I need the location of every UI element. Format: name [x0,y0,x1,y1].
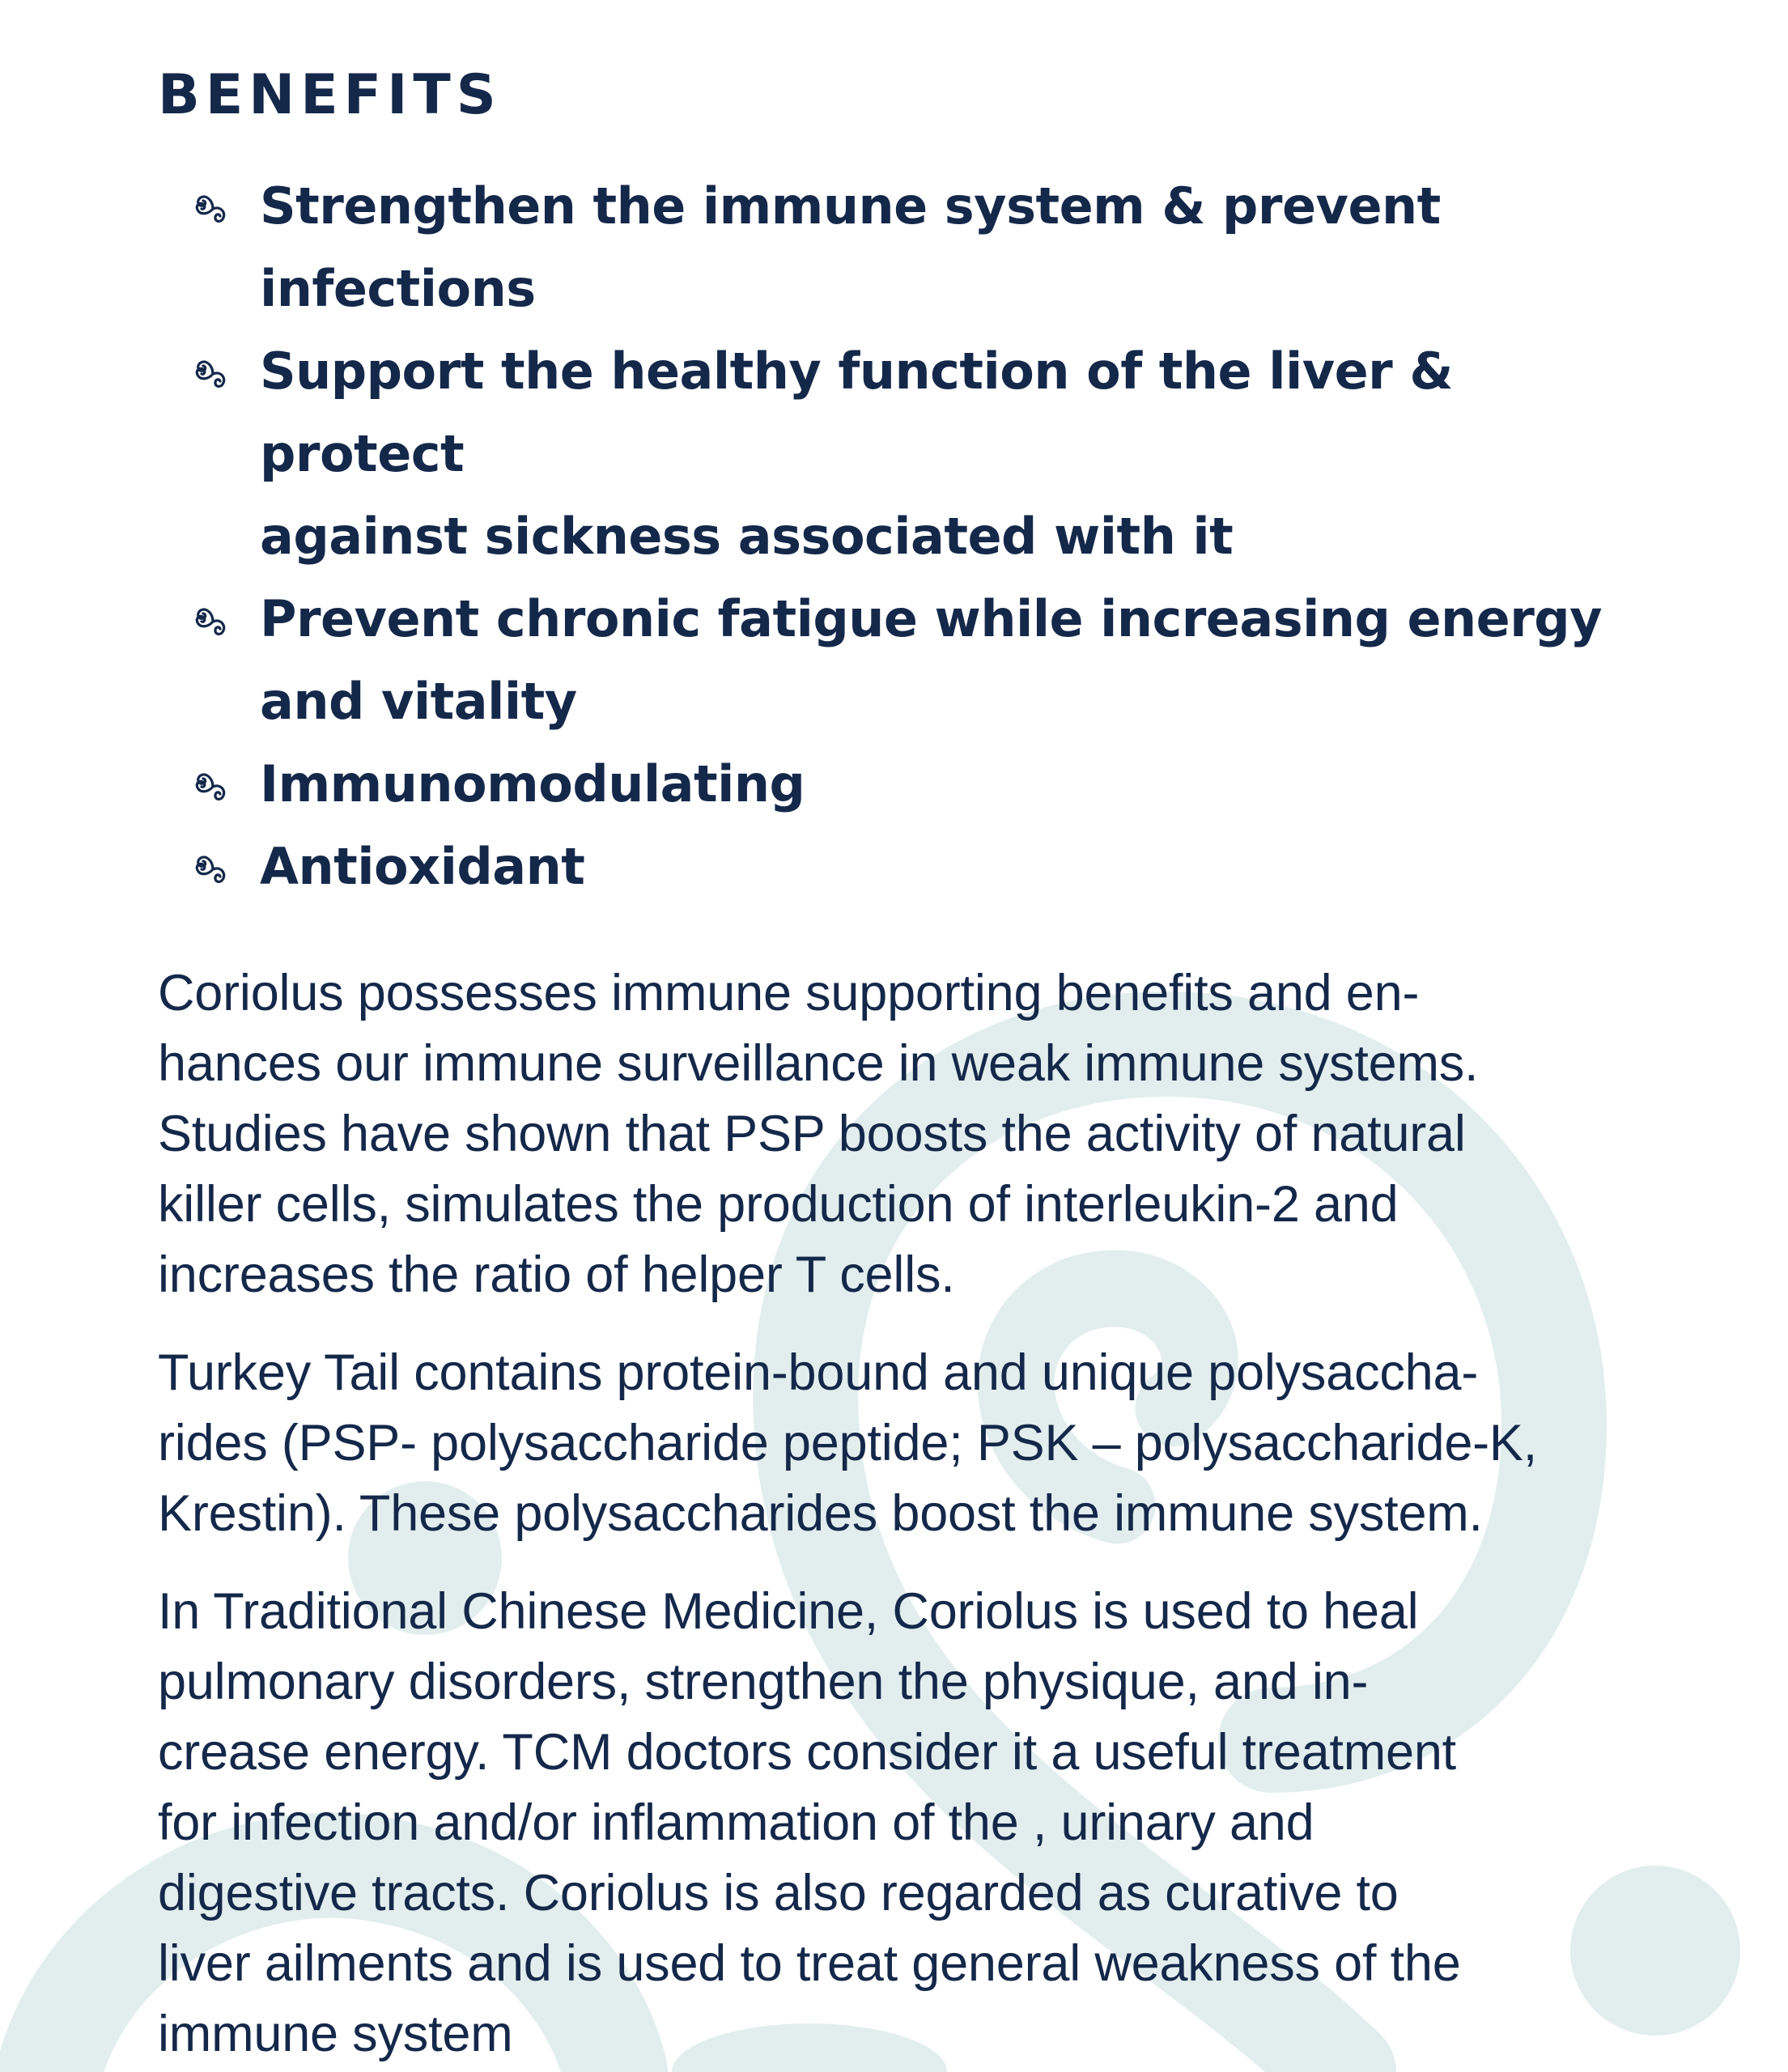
benefit-item [190,578,1615,743]
benefit-item [190,826,1615,908]
benefit-line: Prevent chronic fatigue while increasing energy [260,589,1603,648]
triskelion-icon [190,601,236,643]
paragraph-line: liver ailments and is used to treat general weakness of the [158,1935,1461,1992]
paragraph-coriolus-immune [158,958,1615,1310]
benefit-item [190,743,1615,826]
benefit-line: and vitality [260,672,577,731]
paragraph-line: Studies have shown that PSP boosts the activity of natural [158,1106,1466,1162]
section-heading: BENEFITS [158,63,502,127]
paragraph-line: rides (PSP- polysaccharide peptide; PSK – polysaccharide-K, [158,1415,1538,1471]
benefit-line: Strengthen the immune system & prevent [260,176,1441,236]
content [158,57,1615,2070]
paragraph-line: crease energy. TCM doctors consider it a useful treatment [158,1724,1456,1781]
triskelion-icon [190,188,236,230]
paragraph-line: for infection and/or inflammation of the , urinary and [158,1794,1314,1851]
paragraph-line: In Traditional Chinese Medicine, Coriolus is used to heal [158,1583,1419,1640]
paragraph-line: Coriolus possesses immune supporting benefits and en- [158,965,1420,1021]
benefit-line: against sickness associated with it [260,507,1234,566]
benefit-line: Antioxidant [260,837,585,896]
paragraph-tcm [158,1577,1615,2070]
paragraph-line: Turkey Tail contains protein-bound and unique polysaccha- [158,1344,1479,1401]
paragraph-line: digestive tracts. Coriolus is also regarded as curative to [158,1865,1399,1921]
triskelion-icon [190,353,236,395]
paragraph-line: increases the ratio of helper T cells. [158,1246,955,1303]
triskelion-icon [190,848,236,890]
paragraph-line: pulmonary disorders, strengthen the physique, and in- [158,1654,1369,1710]
paragraph-turkey-tail [158,1338,1615,1549]
paragraph-line: killer cells, simulates the production of interleukin-2 and [158,1176,1399,1233]
paragraph-line: hances our immune surveillance in weak immune systems. [158,1035,1479,1092]
benefit-item [190,330,1615,578]
benefit-line: infections [260,259,536,318]
benefit-line: Immunomodulating [260,754,805,813]
paragraph-line: Krestin). These polysaccharides boost the immune system. [158,1485,1483,1542]
benefits-list [158,165,1615,908]
benefit-item [190,165,1615,330]
benefit-line: Support the healthy function of the liver & protect [260,342,1453,483]
triskelion-icon [190,766,236,808]
paragraph-line: immune system [158,2006,513,2062]
